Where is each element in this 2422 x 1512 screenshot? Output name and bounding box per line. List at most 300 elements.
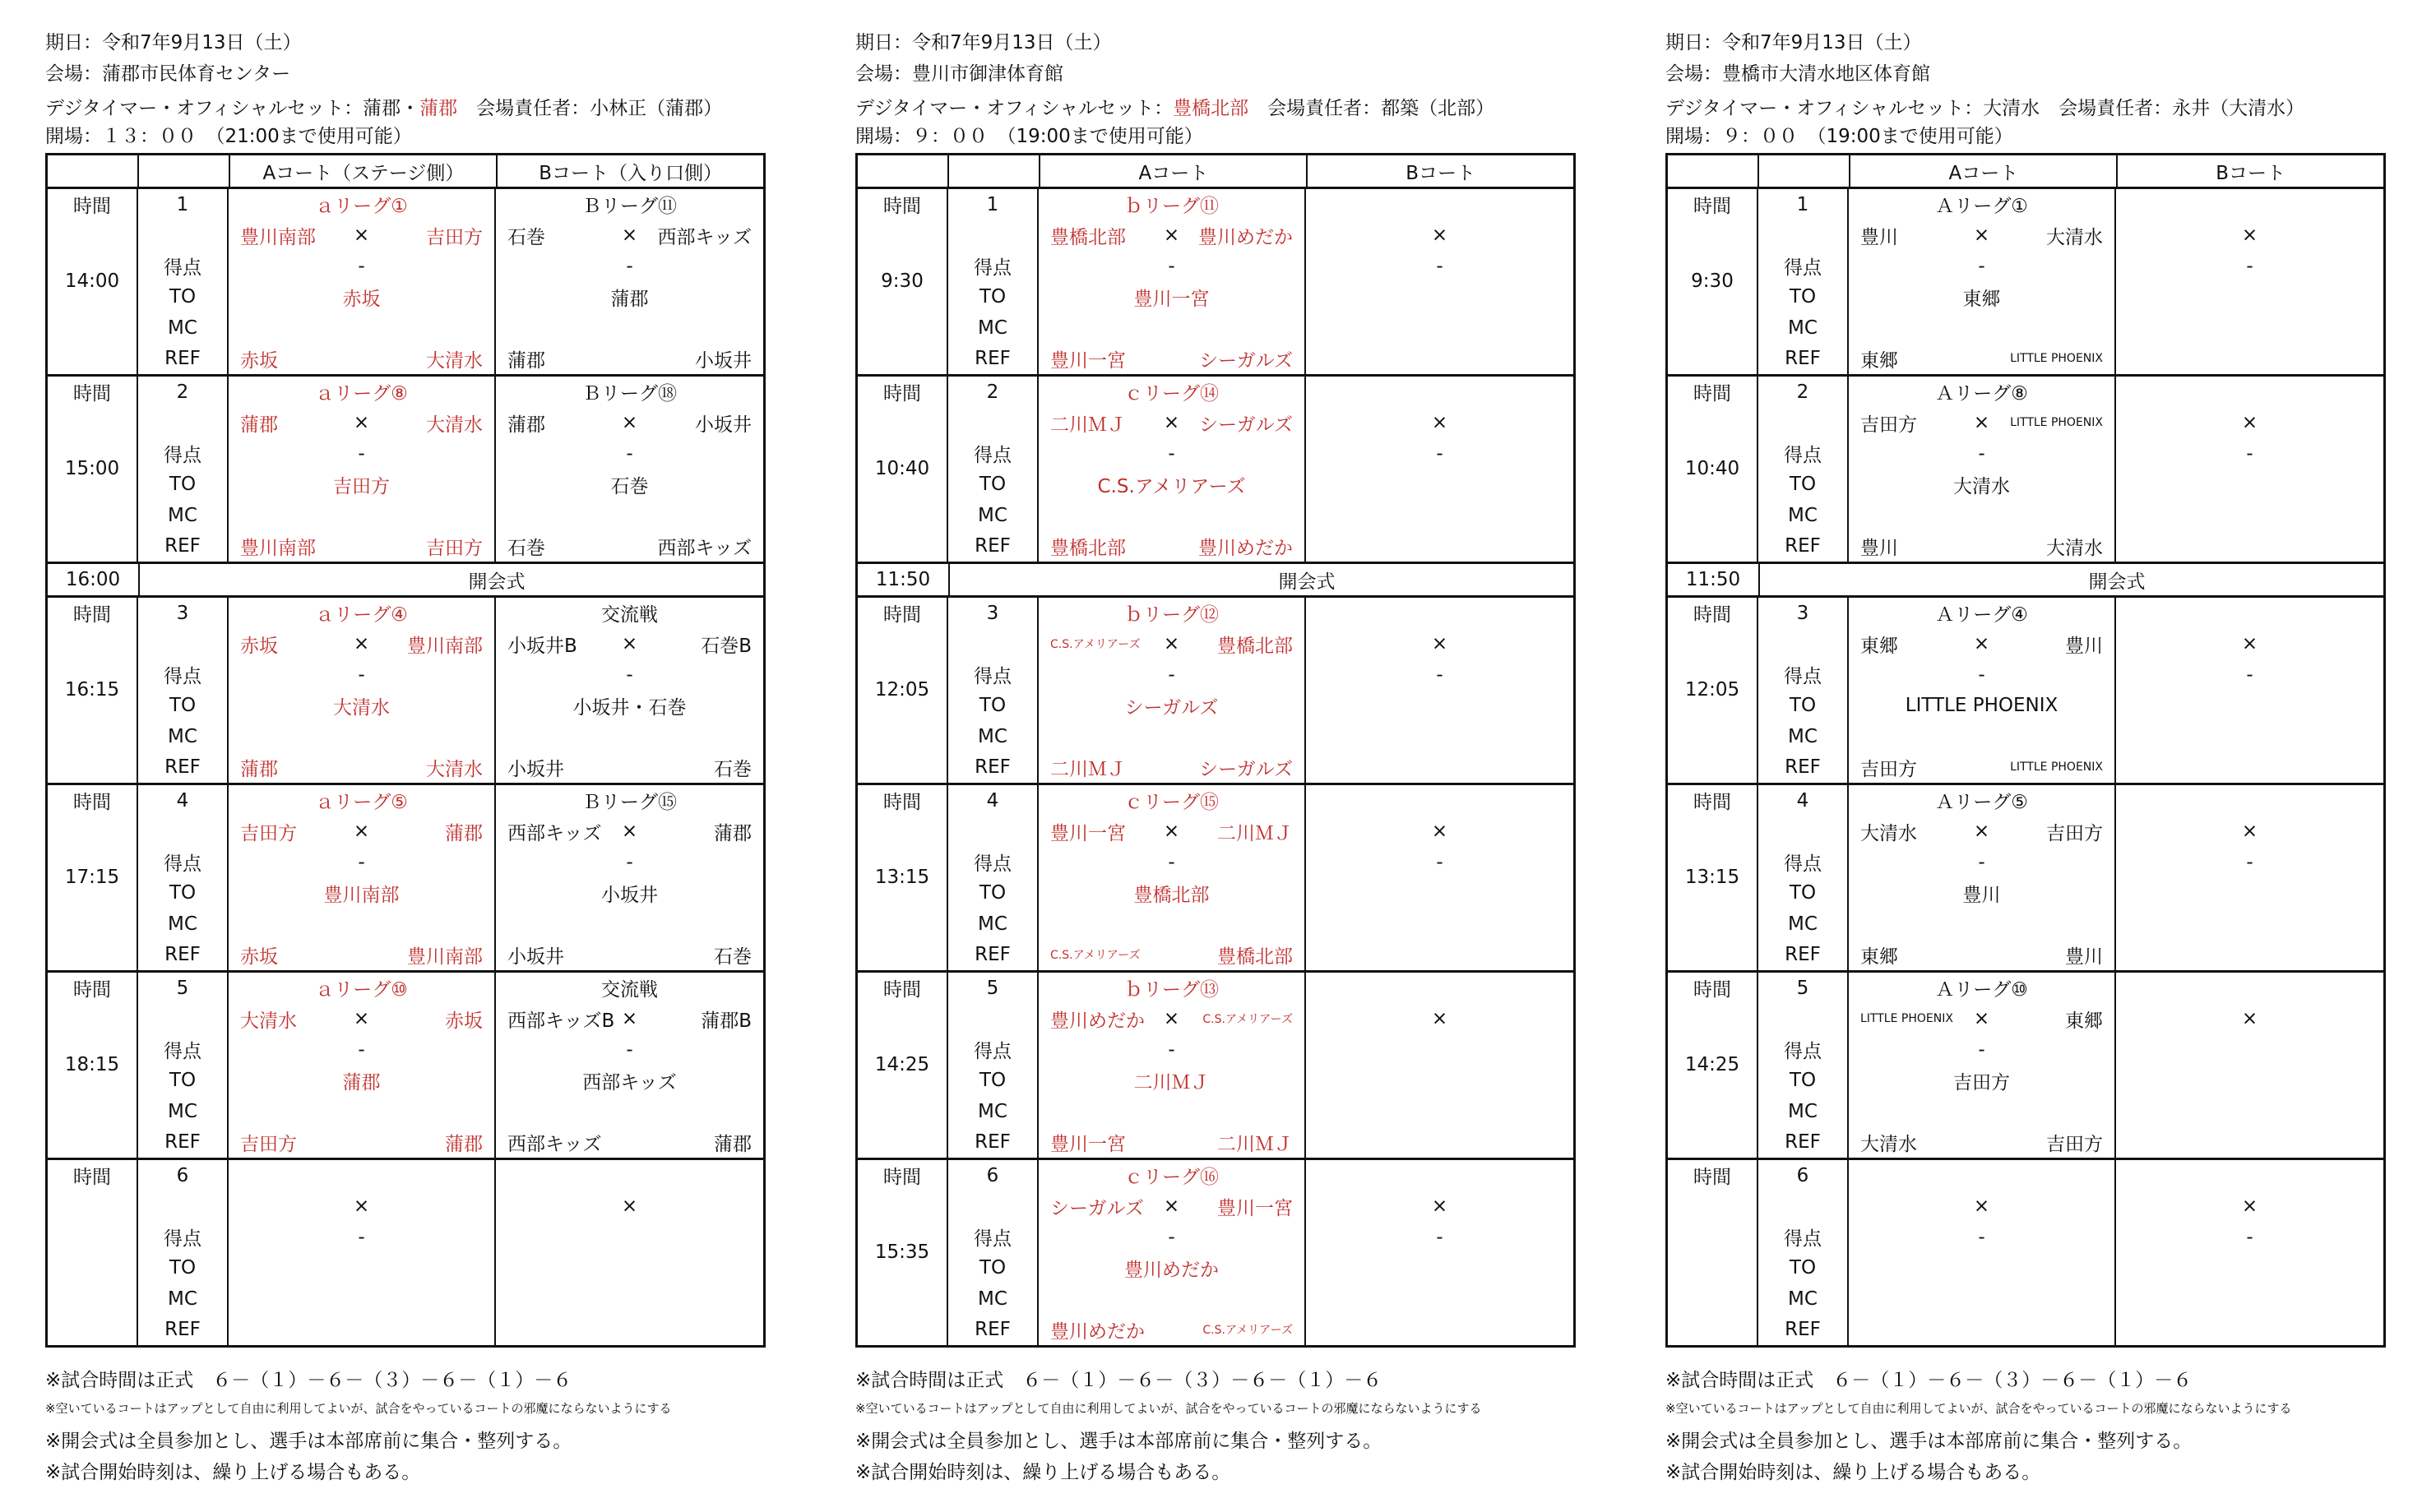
match-number: 3 [1796,602,1809,624]
match-title: Ａリーグ① [1935,196,2028,218]
table-official [2116,1066,2383,1097]
court-a-cell [1039,973,1306,1158]
header-blank-time [858,155,949,187]
table-official [1306,282,1573,313]
match-number: 4 [176,789,189,811]
opening-time: 開場：９：００ （19:00まで使用可能） [1665,126,2013,147]
match-teams [496,1004,763,1035]
time-column [48,785,138,970]
score-label: 得点 [974,257,1012,280]
match-title [2116,1160,2383,1191]
table-official: C.S.アメリアーズ [1097,475,1246,497]
referees [2116,531,2383,562]
match-block [858,377,1573,564]
referees [1849,1315,2114,1346]
court-a-cell [1849,377,2116,562]
timer-line [1665,97,2304,120]
score-label: 得点 [164,445,201,467]
ceremony-label: 開会式 [2088,571,2146,593]
match-teams [1039,629,1304,660]
referee-2: 石巻 [714,946,752,968]
time-label: 時間 [883,979,921,1001]
team-away: 小坂井 [695,414,752,436]
time-column [1668,785,1758,970]
match-teams [1306,816,1573,848]
timer-label: デジタイマー・オフィシャルセット： [855,98,1174,119]
match-number: 5 [1796,977,1809,999]
score-cell [496,1222,763,1253]
referees [1849,940,2114,971]
table-official: 蒲郡 [342,1071,381,1094]
mc-label: MC [168,504,197,526]
time-column [48,598,138,783]
versus-mark: × [1163,412,1180,434]
match-teams [496,629,763,660]
start-time: 18:15 [64,1053,120,1075]
ref-label: REF [975,348,1011,370]
role-column [1758,377,1849,562]
match-number: 6 [176,1164,189,1186]
match-title [1306,1160,1573,1191]
time-column [48,377,138,562]
referee-2: 豊川南部 [407,946,483,968]
role-column [138,189,229,374]
match-teams [229,816,494,848]
table-official: LITTLE PHOENIX [1905,695,2058,717]
versus-mark: × [621,633,638,655]
score-cell: - [358,664,365,686]
time-column [1668,189,1758,374]
referees [2116,1127,2383,1158]
court-b-cell [496,973,763,1158]
role-column [948,973,1039,1158]
table-official [1849,1253,2114,1284]
match-teams [1306,629,1573,660]
team-away: 蒲郡 [714,822,752,844]
match-title: ａリーグ⑤ [315,792,408,814]
team-away: C.S.アメリアーズ [1202,1013,1293,1027]
table-official [2116,282,2383,313]
versus-mark: × [2241,224,2258,247]
match-title: ｂリーグ⑬ [1124,979,1219,1001]
court-a-cell [229,598,496,783]
ref-label: REF [1785,1319,1821,1341]
referee-1: 二川ＭＪ [1050,758,1126,780]
time-column [48,973,138,1158]
match-teams [229,220,494,252]
court-b-cell [496,1160,763,1345]
match-block [1668,377,2383,564]
team-home: 吉田方 [1860,414,1917,436]
referees [496,344,763,375]
match-title: Ｂリーグ⑪ [582,196,677,218]
team-home: シーガルズ [1050,1197,1144,1219]
versus-mark: × [1973,1195,1990,1218]
referee-2: 豊川 [2065,946,2103,968]
score-cell: - [1168,1226,1175,1248]
court-b-cell [496,377,763,562]
match-teams [1306,1191,1573,1223]
match-block [48,973,763,1160]
team-away: LITTLE PHOENIX [2010,416,2103,430]
versus-mark: × [1973,224,1990,247]
to-label: TO [1789,695,1817,717]
team-home: 蒲郡 [507,414,545,436]
referees [2116,1315,2383,1346]
versus-mark: × [2241,821,2258,843]
versus-mark: × [1431,633,1448,655]
time-column [858,377,948,562]
team-away: 豊川南部 [407,635,483,657]
table-official: 蒲郡 [610,288,649,310]
referees [2116,344,2383,375]
court-a-cell [229,973,496,1158]
team-away: 大清水 [2046,226,2103,248]
ref-label: REF [975,944,1011,966]
mc-label: MC [978,504,1007,526]
match-title [2116,785,2383,816]
mc-label: MC [168,725,197,747]
team-away: 石巻B [701,635,752,657]
match-block [48,189,763,377]
referees [1039,940,1304,971]
team-home: 豊川 [1860,226,1898,248]
match-teams [1306,1004,1573,1035]
match-title: ｂリーグ⑪ [1124,196,1219,218]
referees [496,752,763,784]
to-label: TO [169,474,197,496]
role-column [1758,598,1849,783]
to-label: TO [979,474,1007,496]
score-cell: - [358,1038,365,1061]
match-title [229,1160,494,1191]
team-home: 赤坂 [240,635,278,657]
start-time: 15:35 [874,1241,930,1263]
referee-1: 西部キッズ [507,1133,602,1155]
time-label: 時間 [1693,604,1731,627]
role-column [1758,973,1849,1158]
role-column [1758,785,1849,970]
court-a-cell [229,1160,496,1345]
referee-1: 赤坂 [240,946,278,968]
versus-mark: × [353,412,370,434]
match-title [2116,598,2383,629]
referee-1: 東郷 [1860,946,1898,968]
match-block [48,785,763,973]
score-cell [2116,1034,2383,1066]
time-label: 時間 [883,1167,921,1189]
timer-owner: 蒲郡 [419,98,458,119]
to-label: TO [169,286,197,308]
ceremony-blank [950,564,1040,595]
match-title: Ｂリーグ⑮ [582,792,677,814]
match-number: 6 [1796,1164,1809,1186]
score-cell: - [1168,255,1175,277]
match-title: Ａリーグ⑩ [1935,979,2028,1001]
schedule-table [855,153,1576,1348]
time-label: 時間 [73,604,111,627]
note-ceremony: ※開会式は全員参加とし、選手は本部席前に集合・整列する。 [1665,1431,2193,1452]
role-column [948,598,1039,783]
team-away: 大清水 [426,414,483,436]
mc-label: MC [978,725,1007,747]
mc-label: MC [978,317,1007,339]
schedule-table [1665,153,2386,1348]
team-home: C.S.アメリアーズ [1050,638,1141,652]
time-label: 時間 [73,792,111,814]
time-label: 時間 [1693,979,1731,1001]
match-number: 6 [986,1164,999,1186]
match-number: 5 [986,977,999,999]
referee-1: 蒲郡 [507,349,545,372]
match-teams [2116,1191,2383,1223]
event-date: 期日：令和7年9月13日（土） [45,32,302,53]
mc-label: MC [168,1288,197,1310]
score-cell: - [1978,255,1985,277]
mc-label: MC [978,913,1007,935]
score-cell: - [1436,851,1443,873]
match-teams [1039,816,1304,848]
venue-name: 会場：豊橋市大清水地区体育館 [1665,63,1930,85]
mc-label: MC [1788,1288,1818,1310]
table-official [1306,1066,1573,1097]
ref-label: REF [164,535,201,557]
time-label: 時間 [1693,792,1731,814]
mc-label: MC [1788,913,1818,935]
role-column [138,785,229,970]
court-a-cell [229,189,496,374]
match-title: 交流戦 [601,604,658,627]
role-column [948,1160,1039,1345]
to-label: TO [169,1070,197,1092]
start-time [1668,1237,1757,1268]
referee-2: 吉田方 [426,537,483,559]
table-official [2116,691,2383,722]
match-title [1306,598,1573,629]
ref-label: REF [1785,756,1821,779]
versus-mark: × [2241,412,2258,434]
referee-2: C.S.アメリアーズ [1202,1324,1293,1338]
score-cell: - [626,255,633,277]
match-title [496,1160,763,1191]
table-official [2116,878,2383,909]
timer-line [45,97,722,120]
referee-2: 西部キッズ [657,537,752,559]
match-block [858,785,1573,973]
team-away: シーガルズ [1199,414,1293,436]
court-b-cell [1306,1160,1573,1345]
opening-time: 開場：１３：００ （21:00まで使用可能） [45,126,412,147]
match-number: 2 [986,381,999,403]
referees [1039,1315,1304,1346]
team-away: 豊川めだか [1198,226,1293,248]
match-number: 1 [1796,193,1809,215]
time-column [858,598,948,783]
table-official: 吉田方 [1953,1071,2010,1094]
versus-mark: × [1431,821,1448,843]
role-column [948,377,1039,562]
court-a-header: Aコート（ステージ側） [230,155,498,187]
table-official: 豊川 [1962,884,2001,906]
header-blank-num [949,155,1040,187]
match-teams [1306,408,1573,439]
team-home: 豊川一宮 [1050,822,1126,844]
note-free-court: ※空いているコートはアップとして自由に利用してよいが、試合をやっているコートの邪魔にならないようにする [45,1401,672,1416]
ref-label: REF [164,756,201,779]
referee-2: 大清水 [2046,537,2103,559]
note-free-court: ※空いているコートはアップとして自由に利用してよいが、試合をやっているコートの邪魔にならないようにする [855,1401,1482,1416]
time-column [858,785,948,970]
court-a-cell [229,377,496,562]
referee-2: 豊橋北部 [1217,946,1293,968]
role-column [1758,1160,1849,1345]
score-cell [1306,1034,1573,1066]
note-ceremony: ※開会式は全員参加とし、選手は本部席前に集合・整列する。 [855,1431,1382,1452]
versus-mark: × [353,1195,370,1218]
score-cell: - [1168,1038,1175,1061]
match-title: ａリーグ① [315,196,408,218]
referee-2: LITTLE PHOENIX [2010,352,2103,366]
versus-mark: × [1431,1195,1448,1218]
court-a-cell [1039,189,1306,374]
time-column [858,973,948,1158]
match-title [2116,377,2383,408]
ref-label: REF [975,1131,1011,1154]
table-header [48,155,763,189]
match-title [1306,189,1573,220]
match-block [858,973,1573,1160]
table-official: 豊川一宮 [1133,288,1210,310]
time-label: 時間 [73,196,111,218]
time-column [48,189,138,374]
referee-1: 東郷 [1860,349,1898,372]
referee-2: 小坂井 [695,349,752,372]
match-title: Ａリーグ⑧ [1935,383,2028,405]
referees [229,1315,494,1346]
team-away: 東郷 [2065,1010,2103,1032]
referees [496,940,763,971]
role-column [138,598,229,783]
score-cell: - [1168,664,1175,686]
timer-label: デジタイマー・オフィシャルセット：蒲郡・ [45,98,420,119]
versus-mark: × [621,1195,638,1218]
court-a-cell [1849,189,2116,374]
time-column [858,189,948,374]
match-block [858,189,1573,377]
referees [1849,1127,2114,1158]
team-home: 蒲郡 [240,414,278,436]
time-label: 時間 [1693,383,1731,405]
start-time: 13:15 [1684,866,1740,888]
start-time: 12:05 [874,678,930,701]
ceremony-time: 11:50 [858,564,950,595]
table-official: 小坂井・石巻 [572,696,687,719]
table-official [229,1253,494,1284]
time-column [1668,1160,1758,1345]
referees [1039,531,1304,562]
match-number: 4 [1796,789,1809,811]
to-label: TO [979,695,1007,717]
court-b-header: Bコート（入り口側） [539,162,722,184]
court-a-cell [1849,1160,2116,1345]
court-b-cell [2116,377,2383,562]
team-away: 二川ＭＪ [1217,822,1293,844]
team-away: 豊橋北部 [1217,635,1293,657]
match-number: 1 [986,193,999,215]
mc-label: MC [168,317,197,339]
start-time: 12:05 [1684,678,1740,701]
mc-label: MC [1788,504,1818,526]
team-home: LITTLE PHOENIX [1860,1012,1953,1026]
court-b-cell [2116,785,2383,970]
score-cell: - [1168,851,1175,873]
referees [1849,752,2114,784]
score-label: 得点 [164,666,201,688]
team-away: 豊川一宮 [1217,1197,1293,1219]
score-label: 得点 [1784,257,1822,280]
ref-label: REF [1785,535,1821,557]
header-blank-num [1759,155,1850,187]
time-label: 時間 [883,196,921,218]
note-start-time: ※試合開始時刻は、繰り上げる場合もある。 [45,1462,421,1483]
versus-mark: × [1163,224,1180,247]
match-teams [2116,816,2383,848]
ceremony-label: 開会式 [1278,571,1336,593]
to-label: TO [1789,1070,1817,1092]
score-label: 得点 [164,1228,201,1251]
start-time: 14:00 [64,270,120,292]
court-a-cell [1039,598,1306,783]
note-match-time: ※試合時間は正式 ６－（１）－６－（３）－６－（１）－６ [1665,1370,2193,1391]
opening-ceremony-row [48,564,763,598]
court-b-cell [496,189,763,374]
team-home: 豊川めだか [1050,1010,1145,1032]
match-block [858,1160,1573,1345]
table-official [2116,469,2383,501]
note-free-court: ※空いているコートはアップとして自由に利用してよいが、試合をやっているコートの邪魔にならないようにする [1665,1401,2292,1416]
event-date: 期日：令和7年9月13日（土） [855,32,1112,53]
table-header [858,155,1573,189]
referee-2: 石巻 [714,758,752,780]
match-number: 4 [986,789,999,811]
team-away: 吉田方 [426,226,483,248]
team-away: 西部キッズ [657,226,752,248]
note-match-time: ※試合時間は正式 ６－（１）－６－（３）－６－（１）－６ [45,1370,572,1391]
referee-1: 豊川一宮 [1050,1133,1126,1155]
referees [229,940,494,971]
table-official [1306,469,1573,501]
team-home: 吉田方 [240,822,297,844]
score-cell: - [1978,1038,1985,1061]
start-time: 10:40 [1684,457,1740,479]
match-teams [1849,816,2114,848]
referee-1: 豊川一宮 [1050,349,1126,372]
court-a-header: Aコート [1040,155,1308,187]
time-label: 時間 [883,792,921,814]
referees [1306,940,1573,971]
match-number: 3 [176,602,189,624]
court-a-cell [229,785,496,970]
match-teams [496,1191,763,1223]
table-official: 二川ＭＪ [1133,1071,1210,1094]
match-title [2116,189,2383,220]
match-teams [2116,220,2383,252]
versus-mark: × [1431,412,1448,434]
match-teams [1849,1191,2114,1223]
versus-mark: × [353,821,370,843]
score-label: 得点 [164,257,201,280]
match-teams [229,629,494,660]
